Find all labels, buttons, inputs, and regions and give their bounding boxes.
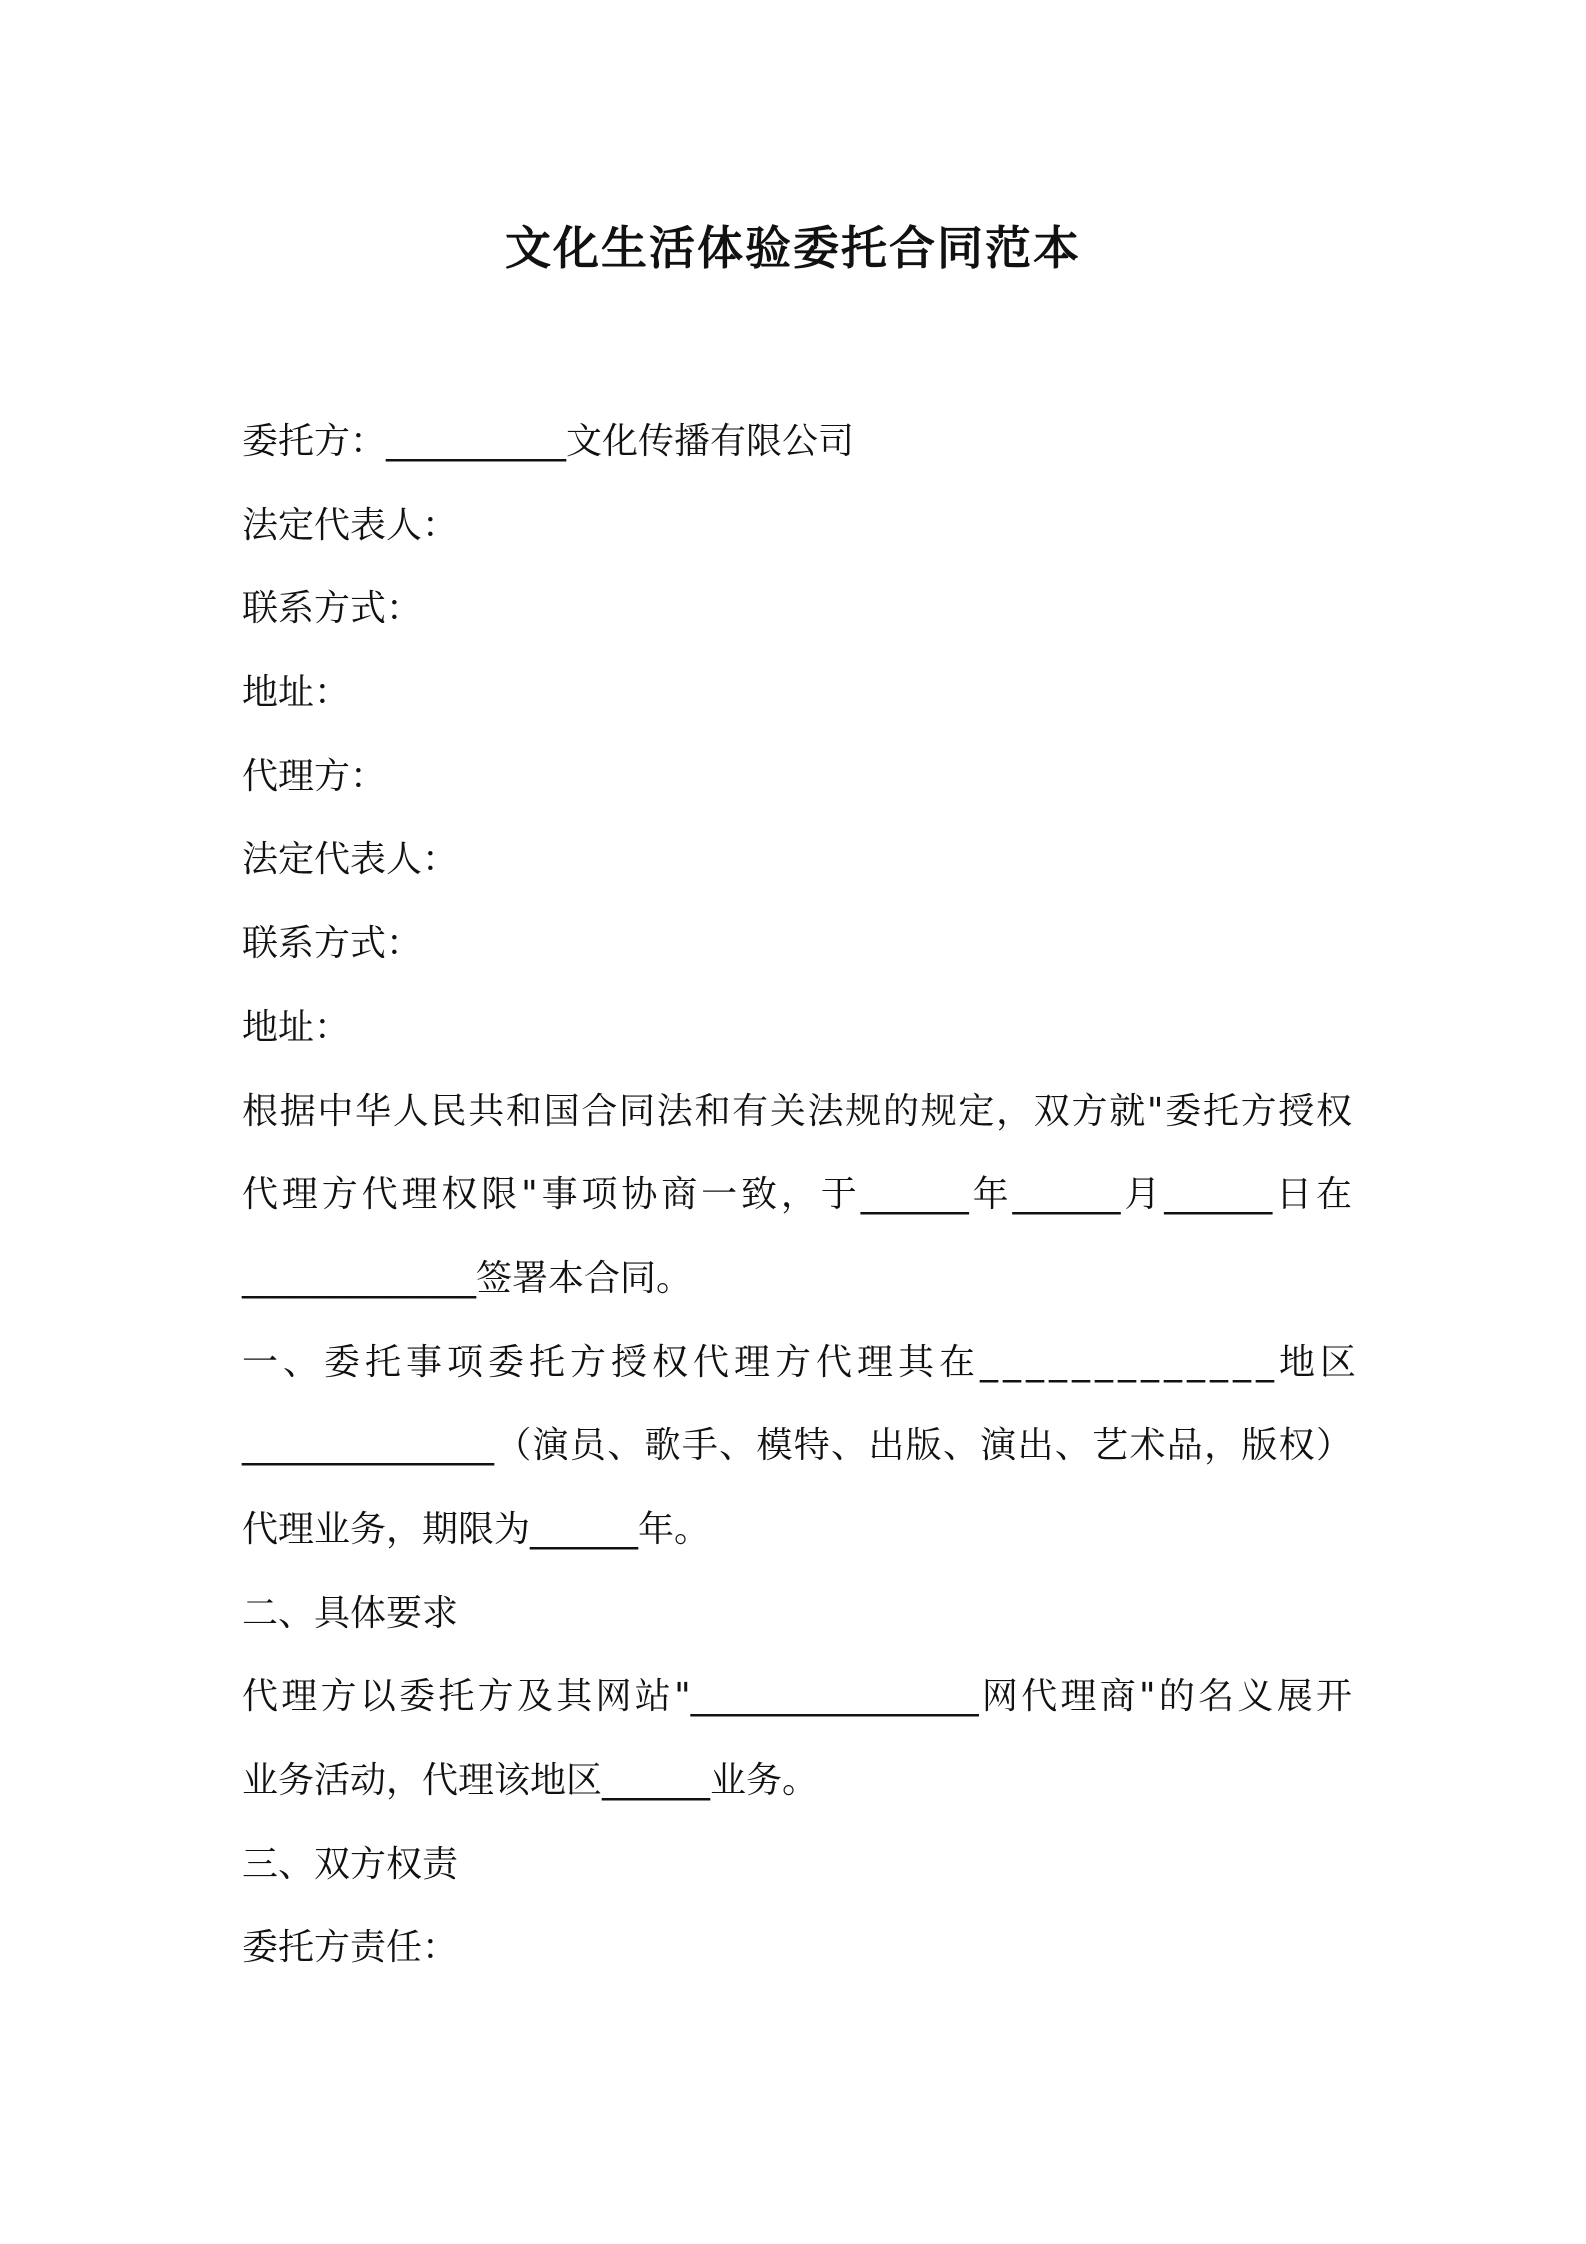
principal-line: 委托方：__________文化传播有限公司: [242, 421, 855, 462]
section-2-line-2: 业务活动，代理该地区______业务。: [242, 1760, 819, 1801]
agent-line: 代理方：: [242, 755, 387, 797]
preamble-line-3: _____________签署本合同。: [242, 1257, 693, 1299]
document-title: 文化生活体验委托合同范本: [505, 221, 1081, 275]
principal-legal-rep-line: 法定代表人：: [242, 504, 459, 546]
section-2-line-1: 代理方以委托方及其网站"________________网代理商"的名义展开: [242, 1676, 1352, 1718]
section-2-heading: 二、具体要求: [242, 1592, 459, 1634]
section-1-line-2: ______________（演员、歌手、模特、出版、演出、艺术品，版权）: [242, 1425, 1352, 1467]
section-1-line-1: 一、委托事项委托方授权代理方代理其在_____________地区: [242, 1341, 1362, 1383]
agent-address-line: 地址：: [242, 1006, 351, 1048]
preamble-line-1: 根据中华人民共和国合同法和有关法规的规定，双方就"委托方授权: [242, 1090, 1352, 1132]
section-1-line-3: 代理业务，期限为______年。: [242, 1508, 711, 1550]
agent-contact-line: 联系方式：: [242, 923, 423, 965]
agent-legal-rep-line: 法定代表人：: [242, 839, 459, 881]
document-body: [242, 400, 1362, 1990]
principal-responsibilities-label: 委托方责任：: [242, 1927, 459, 1969]
section-3-heading: 三、双方权责: [242, 1843, 459, 1885]
principal-contact-line: 联系方式：: [242, 588, 423, 630]
preamble-line-2: 代理方代理权限"事项协商一致，于______年______月______日在: [242, 1174, 1352, 1216]
principal-address-line: 地址：: [242, 672, 351, 714]
